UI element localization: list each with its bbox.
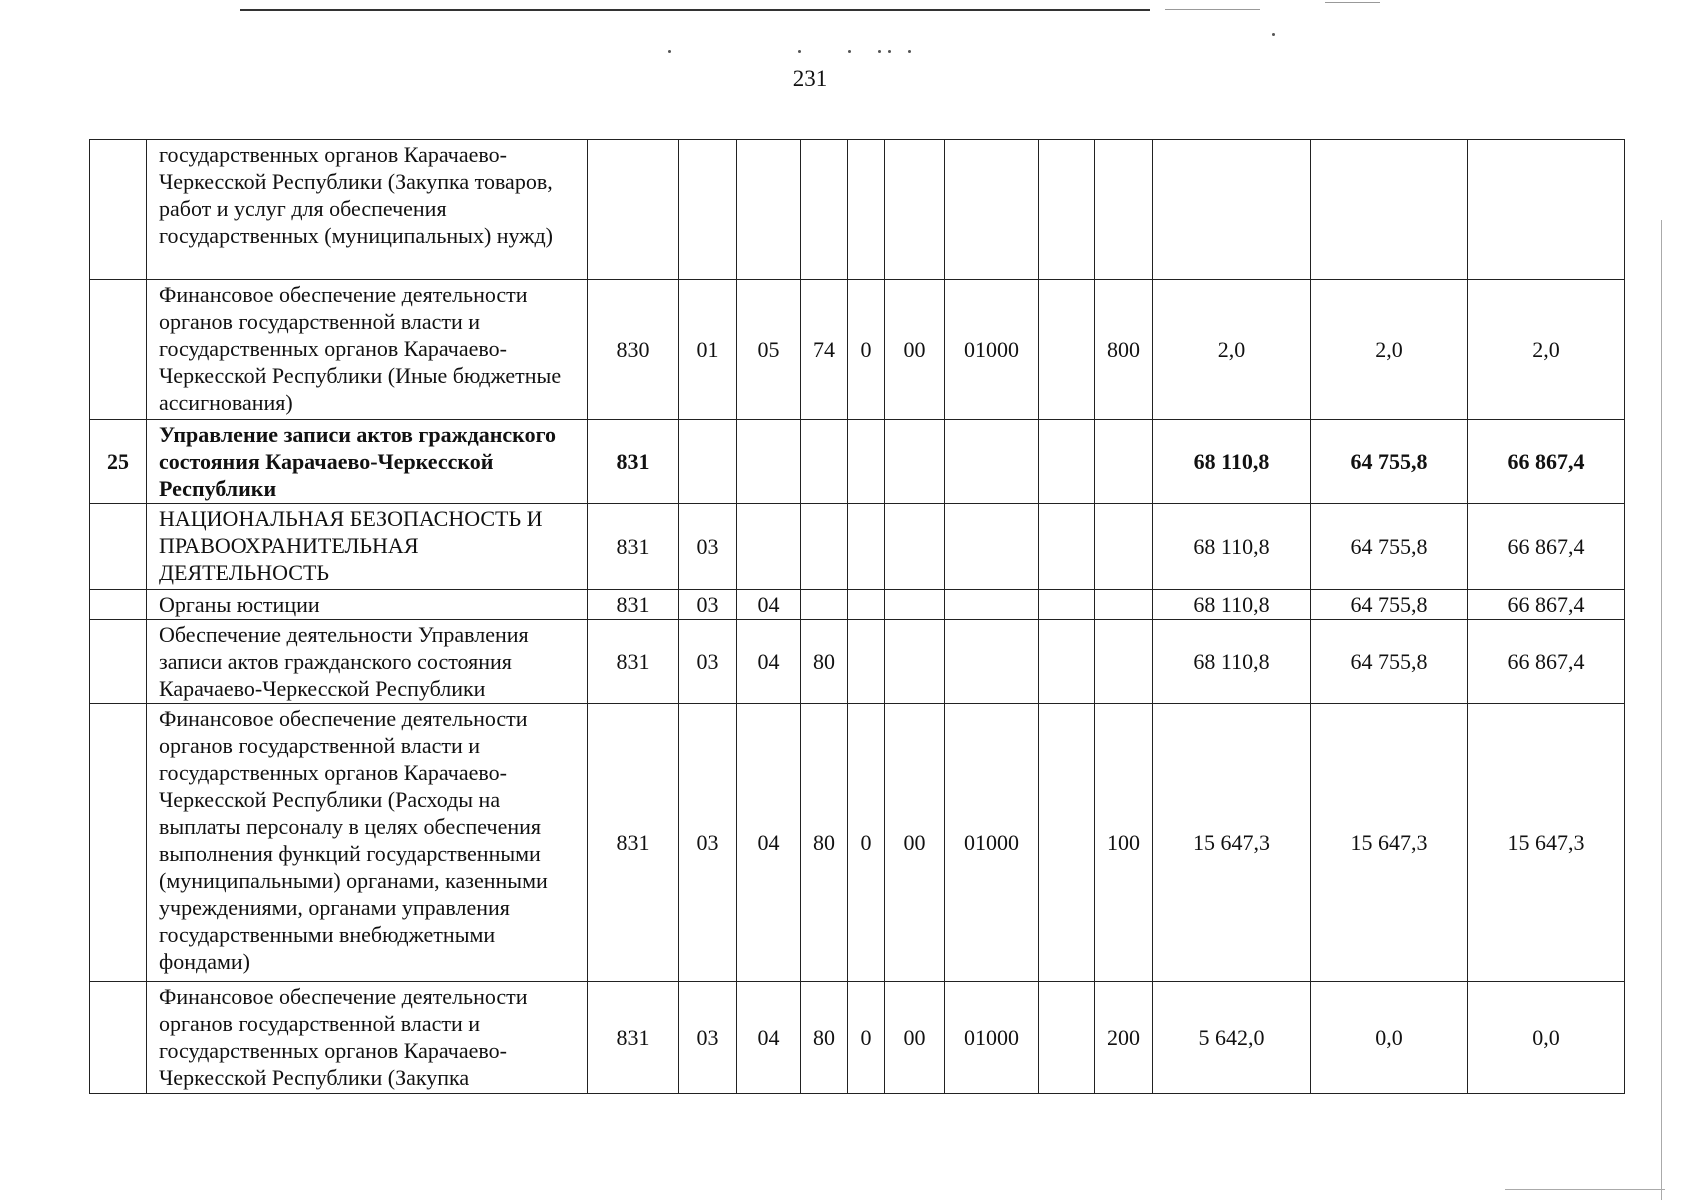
- row-description: Обеспечение деятельности Управления записи актов гражданского состояния Карачаево-Черкесской Республики: [147, 620, 588, 704]
- scan-speck: [888, 50, 891, 53]
- table-row: [90, 420, 1625, 504]
- direction-code: [945, 420, 1039, 504]
- reserved-code: [1039, 982, 1095, 1094]
- activity-code: [885, 620, 945, 704]
- section-code: 03: [679, 590, 737, 620]
- scan-edge-line: [1505, 1189, 1665, 1190]
- program-code: 80: [801, 982, 848, 1094]
- row-description: Финансовое обеспечение деятельности органов государственной власти и государственных органов Карачаево-Черкесской Республики (Иные бюджетные ассигнования): [147, 280, 588, 420]
- row-index: [90, 280, 147, 420]
- amount-year-1: 68 110,8: [1153, 590, 1311, 620]
- amount-year-3: 15 647,3: [1468, 704, 1625, 982]
- row-index: [90, 982, 147, 1094]
- activity-code: [885, 590, 945, 620]
- row-description: Органы юстиции: [147, 590, 588, 620]
- amount-year-3: 2,0: [1468, 280, 1625, 420]
- direction-code: 01000: [945, 704, 1039, 982]
- direction-code: [945, 590, 1039, 620]
- subsection-code: [737, 140, 801, 280]
- program-code: [801, 590, 848, 620]
- direction-code: 01000: [945, 280, 1039, 420]
- row-index: [90, 140, 147, 280]
- amount-year-3: 66 867,4: [1468, 420, 1625, 504]
- amount-year-1: 2,0: [1153, 280, 1311, 420]
- expense-type-code: [1095, 590, 1153, 620]
- expense-type-code: [1095, 504, 1153, 590]
- subsection-code: 04: [737, 704, 801, 982]
- ministry-code: [588, 140, 679, 280]
- program-code: [801, 420, 848, 504]
- reserved-code: [1039, 704, 1095, 982]
- expense-type-code: [1095, 140, 1153, 280]
- row-description: Финансовое обеспечение деятельности органов государственной власти и государственных органов Карачаево-Черкесской Республики (Расходы на выплаты персоналу в целях обеспечения выполнения функций государственными (муниципальными) органами, казенными учреждениями, органами управления государственными внебюджетными фондами): [147, 704, 588, 982]
- top-rule-fragment: [1325, 2, 1380, 3]
- amount-year-2: 0,0: [1311, 982, 1468, 1094]
- amount-year-3: 0,0: [1468, 982, 1625, 1094]
- subprogram-code: [848, 420, 885, 504]
- row-description: Управление записи актов гражданского состояния Карачаево-Черкесской Республики: [147, 420, 588, 504]
- expense-type-code: 800: [1095, 280, 1153, 420]
- activity-code: [885, 504, 945, 590]
- subsection-code: 04: [737, 982, 801, 1094]
- section-code: 03: [679, 504, 737, 590]
- top-rule: [240, 9, 1150, 11]
- row-description: НАЦИОНАЛЬНАЯ БЕЗОПАСНОСТЬ И ПРАВООХРАНИТЕЛЬНАЯ ДЕЯТЕЛЬНОСТЬ: [147, 504, 588, 590]
- scan-speck: [798, 50, 801, 53]
- amount-year-1: [1153, 140, 1311, 280]
- program-code: 74: [801, 280, 848, 420]
- ministry-code: 831: [588, 420, 679, 504]
- reserved-code: [1039, 420, 1095, 504]
- table-row: [90, 982, 1625, 1094]
- table-row: [90, 504, 1625, 590]
- table-row: [90, 704, 1625, 982]
- subprogram-code: 0: [848, 982, 885, 1094]
- row-index: [90, 620, 147, 704]
- activity-code: 00: [885, 982, 945, 1094]
- amount-year-2: 15 647,3: [1311, 704, 1468, 982]
- row-index: [90, 704, 147, 982]
- expense-type-code: [1095, 620, 1153, 704]
- ministry-code: 831: [588, 590, 679, 620]
- reserved-code: [1039, 140, 1095, 280]
- table-row: [90, 140, 1625, 280]
- top-rule-fragment: [1165, 9, 1260, 10]
- ministry-code: 830: [588, 280, 679, 420]
- reserved-code: [1039, 504, 1095, 590]
- section-code: 01: [679, 280, 737, 420]
- subsection-code: 04: [737, 590, 801, 620]
- program-code: 80: [801, 704, 848, 982]
- expense-type-code: 100: [1095, 704, 1153, 982]
- direction-code: [945, 620, 1039, 704]
- expense-type-code: 200: [1095, 982, 1153, 1094]
- amount-year-3: 66 867,4: [1468, 504, 1625, 590]
- program-code: [801, 504, 848, 590]
- scan-edge-line: [1661, 220, 1662, 1200]
- table-row: [90, 620, 1625, 704]
- scan-speck: [878, 50, 881, 53]
- scan-speck: [1272, 33, 1275, 36]
- amount-year-1: 15 647,3: [1153, 704, 1311, 982]
- ministry-code: 831: [588, 982, 679, 1094]
- subsection-code: [737, 504, 801, 590]
- section-code: [679, 140, 737, 280]
- subprogram-code: [848, 620, 885, 704]
- table-row: [90, 280, 1625, 420]
- activity-code: [885, 420, 945, 504]
- budget-table: [89, 139, 1625, 1094]
- amount-year-2: [1311, 140, 1468, 280]
- section-code: [679, 420, 737, 504]
- subsection-code: 05: [737, 280, 801, 420]
- amount-year-1: 68 110,8: [1153, 504, 1311, 590]
- reserved-code: [1039, 280, 1095, 420]
- section-code: 03: [679, 620, 737, 704]
- amount-year-2: 2,0: [1311, 280, 1468, 420]
- amount-year-2: 64 755,8: [1311, 504, 1468, 590]
- amount-year-3: 66 867,4: [1468, 620, 1625, 704]
- amount-year-3: [1468, 140, 1625, 280]
- subprogram-code: [848, 504, 885, 590]
- table-row: [90, 590, 1625, 620]
- amount-year-2: 64 755,8: [1311, 590, 1468, 620]
- program-code: 80: [801, 620, 848, 704]
- row-description: государственных органов Карачаево-Черкесской Республики (Закупка товаров, работ и услуг для обеспечения государственных (муниципальных) нужд): [147, 140, 588, 280]
- amount-year-1: 68 110,8: [1153, 620, 1311, 704]
- row-description: Финансовое обеспечение деятельности органов государственной власти и государственных органов Карачаево-Черкесской Республики (Закупка: [147, 982, 588, 1094]
- reserved-code: [1039, 590, 1095, 620]
- row-index: 25: [90, 420, 147, 504]
- page-number: 231: [792, 66, 828, 91]
- amount-year-1: 5 642,0: [1153, 982, 1311, 1094]
- subprogram-code: 0: [848, 280, 885, 420]
- subprogram-code: [848, 590, 885, 620]
- subsection-code: [737, 420, 801, 504]
- amount-year-3: 66 867,4: [1468, 590, 1625, 620]
- scan-speck: [908, 50, 911, 53]
- amount-year-2: 64 755,8: [1311, 620, 1468, 704]
- direction-code: [945, 140, 1039, 280]
- subprogram-code: [848, 140, 885, 280]
- scan-speck: [668, 50, 671, 53]
- row-index: [90, 504, 147, 590]
- ministry-code: 831: [588, 504, 679, 590]
- program-code: [801, 140, 848, 280]
- row-index: [90, 590, 147, 620]
- scan-speck: [848, 50, 851, 53]
- direction-code: 01000: [945, 982, 1039, 1094]
- activity-code: 00: [885, 704, 945, 982]
- subprogram-code: 0: [848, 704, 885, 982]
- section-code: 03: [679, 982, 737, 1094]
- subsection-code: 04: [737, 620, 801, 704]
- reserved-code: [1039, 620, 1095, 704]
- section-code: 03: [679, 704, 737, 982]
- activity-code: [885, 140, 945, 280]
- table-body: [90, 140, 1625, 1094]
- ministry-code: 831: [588, 620, 679, 704]
- activity-code: 00: [885, 280, 945, 420]
- expense-type-code: [1095, 420, 1153, 504]
- amount-year-2: 64 755,8: [1311, 420, 1468, 504]
- ministry-code: 831: [588, 704, 679, 982]
- amount-year-1: 68 110,8: [1153, 420, 1311, 504]
- direction-code: [945, 504, 1039, 590]
